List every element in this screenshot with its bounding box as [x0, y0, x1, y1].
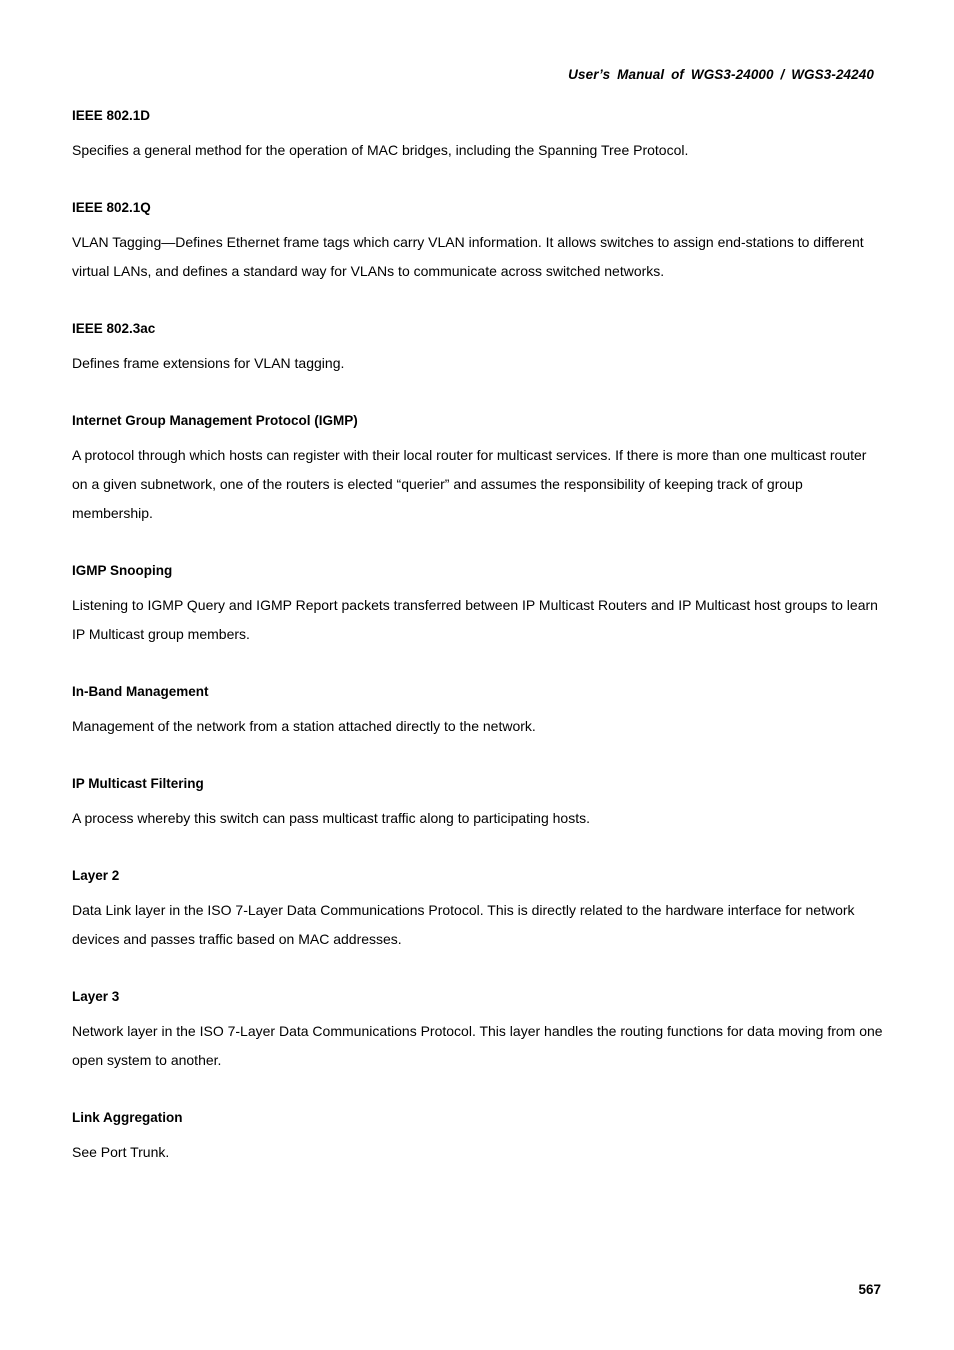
glossary-term: Internet Group Management Protocol (IGMP): [72, 413, 358, 428]
glossary-term: IGMP Snooping: [72, 563, 173, 578]
glossary-definition: A process whereby this switch can pass multicast traffic along to participating hosts.: [72, 810, 590, 826]
glossary-term: Link Aggregation: [72, 1110, 183, 1125]
glossary-entry-layer-3: [72, 988, 884, 1075]
glossary-definition: Management of the network from a station attached directly to the network.: [72, 718, 536, 734]
page-number: 567: [858, 1282, 881, 1297]
glossary-term: IEEE 802.3ac: [72, 321, 156, 336]
glossary-term: In-Band Management: [72, 684, 209, 699]
running-header: User’s Manual of WGS3-24000 / WGS3-24240: [568, 67, 874, 82]
glossary-entry-igmp: [72, 412, 884, 528]
glossary-entry-layer-2: [72, 867, 884, 954]
glossary-term: IEEE 802.1D: [72, 108, 151, 123]
glossary-definition: Specifies a general method for the operation of MAC bridges, including the Spanning Tree Protocol.: [72, 142, 689, 158]
glossary-entry-ieee-802-1q: [72, 199, 884, 286]
glossary-definition: Data Link layer in the ISO 7-Layer Data Communications Protocol. This is directly related to the hardware interface for network devices and passes traffic based on MAC addresses.: [72, 902, 855, 947]
glossary-entry-in-band-management: [72, 683, 884, 741]
glossary-entry-link-aggregation: [72, 1109, 884, 1167]
glossary-term: IEEE 802.1Q: [72, 200, 151, 215]
glossary-entry-ieee-802-1d: [72, 107, 884, 165]
glossary-term: Layer 3: [72, 989, 120, 1004]
glossary-definition: VLAN Tagging—Defines Ethernet frame tags which carry VLAN information. It allows switches to assign end-stations to different virtual LANs, and defines a standard way for VLANs to communicate across switched networks.: [72, 234, 864, 279]
glossary-term: IP Multicast Filtering: [72, 776, 204, 791]
glossary-entry-ieee-802-3ac: [72, 320, 884, 378]
glossary-content: [72, 107, 884, 1201]
glossary-definition: Listening to IGMP Query and IGMP Report packets transferred between IP Multicast Routers and IP Multicast host groups to learn IP Multicast group members.: [72, 597, 878, 642]
glossary-entry-ip-multicast-filtering: [72, 775, 884, 833]
glossary-entry-igmp-snooping: [72, 562, 884, 649]
glossary-term: Layer 2: [72, 868, 120, 883]
glossary-definition: A protocol through which hosts can register with their local router for multicast services. If there is more than one multicast router on a given subnetwork, one of the routers is elected “querier” and assumes the responsibility of keeping track of group membership.: [72, 447, 867, 521]
glossary-definition: Network layer in the ISO 7-Layer Data Communications Protocol. This layer handles the routing functions for data moving from one open system to another.: [72, 1023, 883, 1068]
glossary-definition: See Port Trunk.: [72, 1144, 170, 1160]
glossary-definition: Defines frame extensions for VLAN tagging.: [72, 355, 345, 371]
